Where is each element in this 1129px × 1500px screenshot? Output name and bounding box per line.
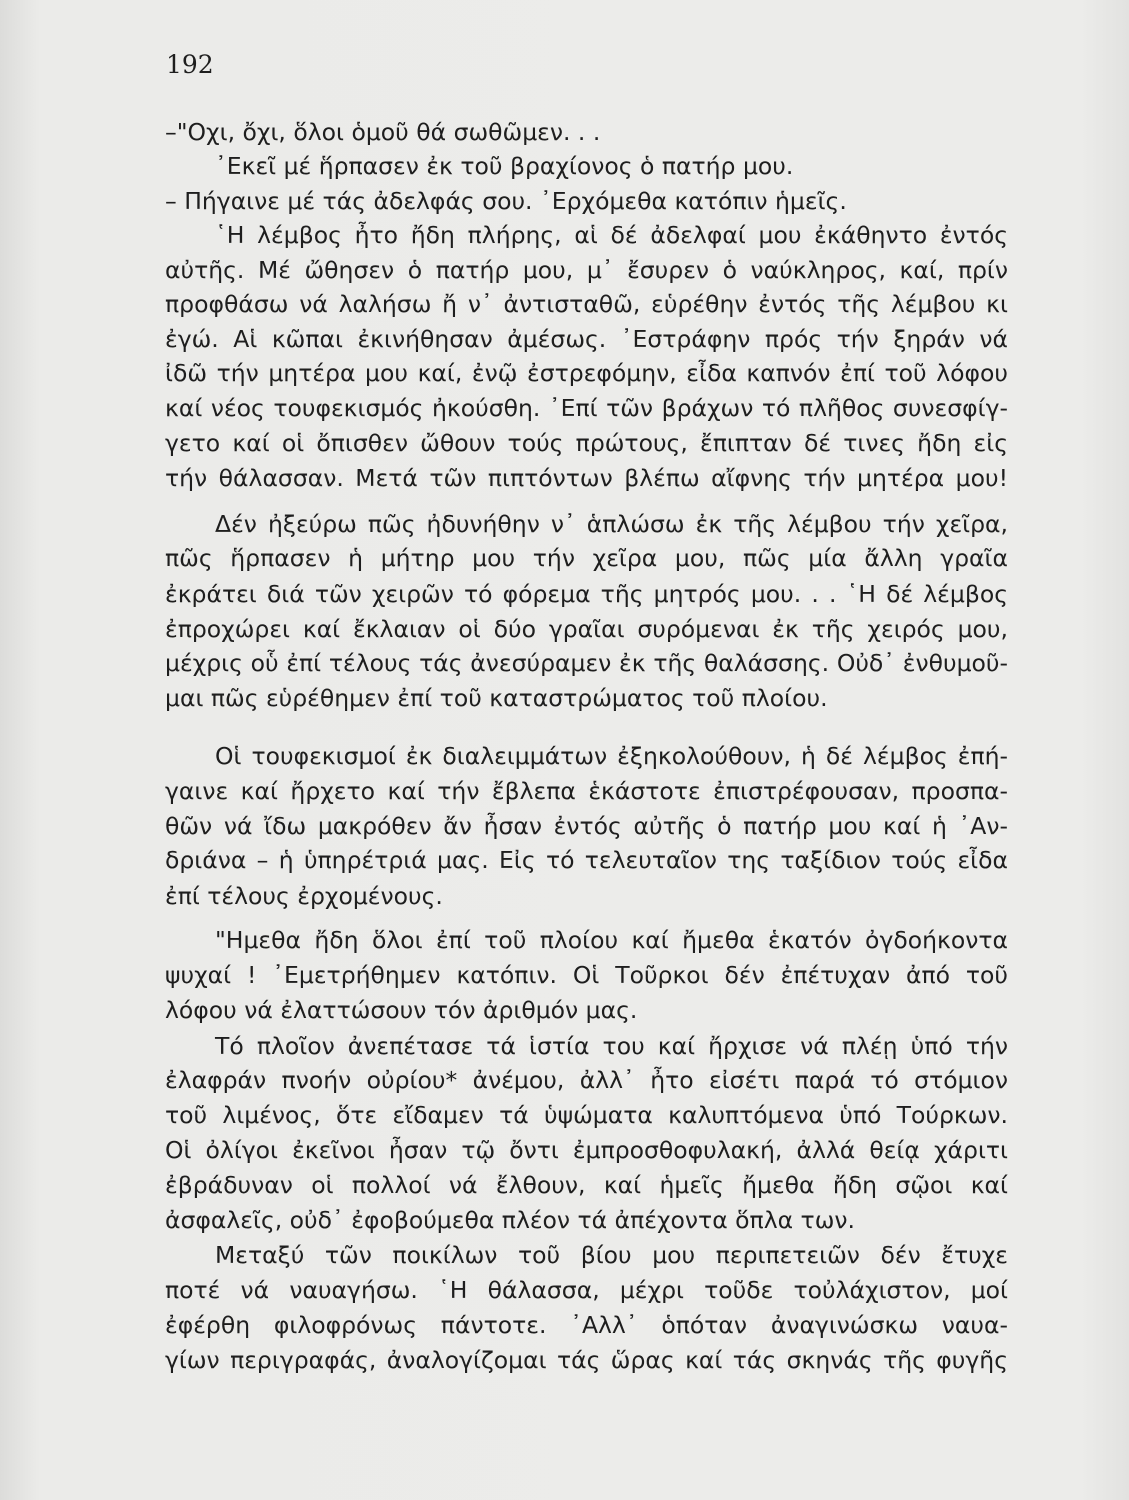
text-line: ἐβράδυναν οἱ πολλοί νά ἔλθουν, καί ἡμεῖς ἤμεθα ἤδη σῷοι καί bbox=[165, 1171, 1008, 1199]
text-line: Δέν ἠξεύρω πῶς ἠδυνήθην ν᾿ ἁπλώσω ἐκ τῆς λέμβου τήν χεῖρα, bbox=[215, 510, 1008, 538]
text-line: ἰδῶ τήν μητέρα μου καί, ἐνῷ ἐστρεφόμην, εἶδα καπνόν ἐπί τοῦ λόφου bbox=[165, 359, 1008, 387]
text-line: ποτέ νά ναυαγήσω. ῾Η θάλασσα, μέχρι τοῦδε τοὐλάχιστον, μοί bbox=[165, 1276, 1008, 1304]
text-line: δριάνα – ἡ ὑπηρέτριά μας. Εἰς τό τελευταῖον της ταξίδιον τούς εἶδα bbox=[165, 846, 1008, 874]
text-line: μαι πῶς εὑρέθημεν ἐπί τοῦ καταστρώματος τοῦ πλοίου. bbox=[165, 684, 828, 712]
text-line: ᾿Εκεῖ μέ ἥρπασεν ἐκ τοῦ βραχίονος ὁ πατήρ μου. bbox=[215, 152, 794, 180]
text-line: λόφου νά ἐλαττώσουν τόν ἀριθμόν μας. bbox=[165, 996, 638, 1024]
text-line: Τό πλοῖον ἀνεπέτασε τά ἱστία του καί ἤρχισε νά πλέῃ ὑπό τήν bbox=[215, 1032, 1008, 1060]
text-line: –"Οχι, ὄχι, ὅλοι ὁμοῦ θά σωθῶμεν. . . bbox=[165, 118, 601, 146]
text-line: καί νέος τουφεκισμός ἠκούσθη. ᾿Επί τῶν βράχων τό πλῆθος συνεσφίγ- bbox=[165, 394, 1008, 422]
text-line: ἐκράτει διά τῶν χειρῶν τό φόρεμα τῆς μητρός μου. . . ῾Η δέ λέμβος bbox=[165, 580, 1008, 608]
text-line: τήν θάλασσαν. Μετά τῶν πιπτόντων βλέπω αἴφνης τήν μητέρα μου! bbox=[165, 464, 1008, 492]
text-line: Οἱ τουφεκισμοί ἐκ διαλειμμάτων ἐξηκολούθουν, ἡ δέ λέμβος ἐπή- bbox=[215, 742, 1008, 770]
page-number: 192 bbox=[166, 50, 214, 79]
text-line: ῾Η λέμβος ἦτο ἤδη πλήρης, αἱ δέ ἀδελφαί μου ἐκάθηντο ἐντός bbox=[215, 221, 1008, 249]
text-line: ἐφέρθη φιλοφρόνως πάντοτε. ᾿Αλλ᾿ ὁπόταν ἀναγινώσκω ναυα- bbox=[165, 1311, 1008, 1339]
text-line: Μεταξύ τῶν ποικίλων τοῦ βίου μου περιπετειῶν δέν ἔτυχε bbox=[215, 1241, 1008, 1269]
text-line: αὐτῆς. Μέ ὤθησεν ὁ πατήρ μου, μ᾿ ἔσυρεν ὁ ναύκληρος, καί, πρίν bbox=[165, 256, 1008, 284]
text-line: ψυχαί ! ᾿Εμετρήθημεν κατόπιν. Οἱ Τοῦρκοι δέν ἐπέτυχαν ἀπό τοῦ bbox=[165, 961, 1008, 989]
text-line: τοῦ λιμένος, ὅτε εἴδαμεν τά ὑψώματα καλυπτόμενα ὑπό Τούρκων. bbox=[165, 1101, 1008, 1129]
text-line: ἐγώ. Αἱ κῶπαι ἐκινήθησαν ἀμέσως. ᾿Εστράφην πρός τήν ξηράν νά bbox=[165, 325, 1008, 353]
text-line: Οἱ ὀλίγοι ἐκεῖνοι ἦσαν τῷ ὄντι ἐμπροσθοφυλακή, ἀλλά θείᾳ χάριτι bbox=[165, 1136, 1008, 1164]
text-line: ἐλαφράν πνοήν οὐρίου* ἀνέμου, ἀλλ᾿ ἦτο εἰσέτι παρά τό στόμιον bbox=[165, 1066, 1008, 1094]
text-line: ἐπί τέλους ἐρχομένους. bbox=[165, 882, 443, 910]
text-line: "Ημεθα ἤδη ὅλοι ἐπί τοῦ πλοίου καί ἤμεθα ἑκατόν ὀγδοήκοντα bbox=[215, 926, 1008, 954]
text-line: γίων περιγραφάς, ἀναλογίζομαι τάς ὥρας καί τάς σκηνάς τῆς φυγῆς bbox=[165, 1346, 1008, 1374]
text-line: πῶς ἥρπασεν ἡ μήτηρ μου τήν χεῖρα μου, πῶς μία ἄλλη γραῖα bbox=[165, 544, 1008, 572]
text-line: – Πήγαινε μέ τάς ἀδελφάς σου. ᾿Ερχόμεθα κατόπιν ἡμεῖς. bbox=[165, 187, 847, 215]
text-line: γαινε καί ἤρχετο καί τήν ἔβλεπα ἑκάστοτε ἐπιστρέφουσαν, προσπα- bbox=[165, 777, 1008, 805]
text-line: προφθάσω νά λαλήσω ἤ ν᾿ ἀντισταθῶ, εὑρέθην ἐντός τῆς λέμβου κι bbox=[165, 290, 1008, 318]
text-line: μέχρις οὗ ἐπί τέλους τάς ἀνεσύραμεν ἐκ τῆς θαλάσσης. Οὐδ᾿ ἐνθυμοῦ- bbox=[165, 649, 1008, 677]
text-line: ἀσφαλεῖς, οὐδ᾿ ἐφοβούμεθα πλέον τά ἀπέχοντα ὅπλα των. bbox=[165, 1206, 855, 1234]
text-line: θῶν νά ἴδω μακρόθεν ἄν ἦσαν ἐντός αὐτῆς ὁ πατήρ μου καί ἡ ᾿Αν- bbox=[165, 812, 1008, 840]
text-line: ἐπροχώρει καί ἔκλαιαν οἱ δύο γραῖαι συρόμεναι ἐκ τῆς χειρός μου, bbox=[165, 615, 1008, 643]
text-line: γετο καί οἱ ὄπισθεν ὤθουν τούς πρώτους, ἔπιπταν δέ τινες ἤδη εἰς bbox=[165, 429, 1008, 457]
